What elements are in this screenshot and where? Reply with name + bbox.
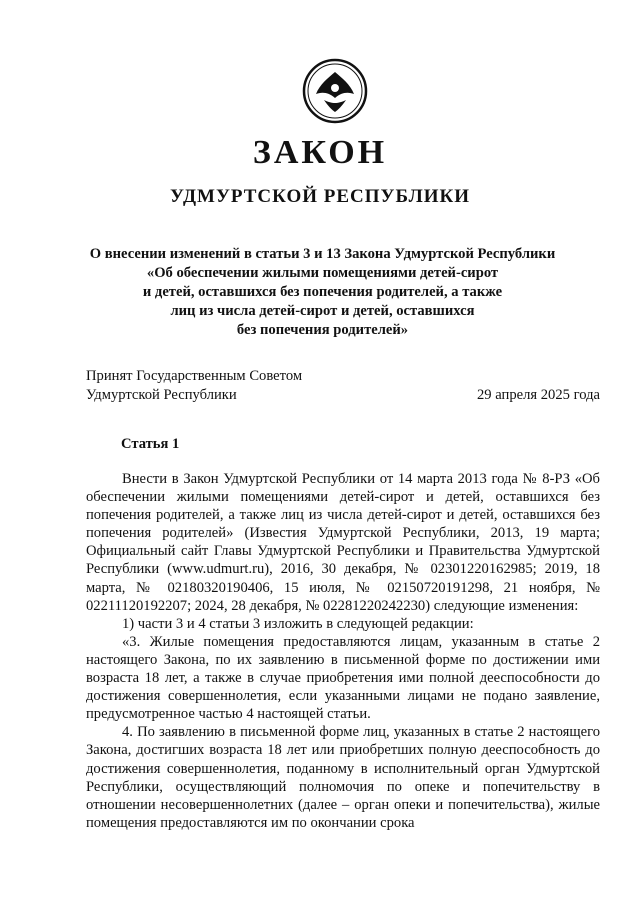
adoption-info (86, 367, 302, 405)
document-subtitle: УДМУРТСКОЙ РЕСПУБЛИКИ (169, 186, 471, 207)
law-subject (60, 245, 585, 340)
paragraph: «3. Жилые помещения предоставляются лицам, указанным в статье 2 настоящего Закона, по их заявлению в письменной форме по достижении ими возраста 18 лет, а также в случае приобретения ими полной дееспособности до достижения совершеннолетия, если указанными лицами не подано заявление, предусмотренное частью 4 настоящей статьи. (86, 633, 600, 723)
adoption-date: 29 апреля 2025 года (477, 387, 600, 403)
udmurt-emblem-icon (302, 58, 368, 124)
subject-line: и детей, оставшихся без попечения родителей, а также (142, 284, 503, 300)
subject-line: лиц из числа детей-сирот и детей, оставшихся (170, 303, 475, 319)
article-heading: Статья 1 (121, 436, 180, 452)
adoption-line: Удмуртской Республики (86, 387, 237, 403)
adoption-line: Принят Государственным Советом (86, 368, 303, 384)
paragraph: Внести в Закон Удмуртской Республики от 14 марта 2013 года № 8-РЗ «Об обеспечении жилыми помещениями детей-сирот и детей, оставшихся без попечения родителей, а также лиц из числа детей-сирот и детей, оставшихся без попечения родителей» (Известия Удмуртской Республики, 2013, 19 марта; Официальный сайт Главы Удмуртской Республики и Правительства Удмуртской Республики (www.udmurt.ru), 2016, 30 декабря, № 02301220162985; 2019, 18 марта, № 02180320190406, 15 июля, № 02150720191298, 21 ноября, № 02211120192207; 2024, 28 декабря, № 02281220242230) следующие изменения: (86, 471, 600, 614)
article-body (86, 470, 600, 832)
subject-line: «Об обеспечении жилыми помещениями детей-сирот (146, 265, 499, 281)
document-title: ЗАКОН (252, 134, 388, 171)
paragraph: 4. По заявлению в письменной форме лиц, указанных в статье 2 настоящего Закона, достигших возраста 18 лет или приобретших полную дееспособность до достижения совершеннолетия, поданному в исполнительный орган Удмуртской Республики, осуществляющий полномочия по опеке и попечительству в отношении несовершеннолетних (далее – орган опеки и попечительства), жилые помещения предоставляются им по окончании срока (86, 724, 600, 831)
paragraph: 1) части 3 и 4 статьи 3 изложить в следующей редакции: (122, 615, 474, 632)
subject-line: без попечения родителей» (236, 322, 409, 338)
subject-line: О внесении изменений в статьи 3 и 13 Закона Удмуртской Республики (89, 246, 556, 262)
